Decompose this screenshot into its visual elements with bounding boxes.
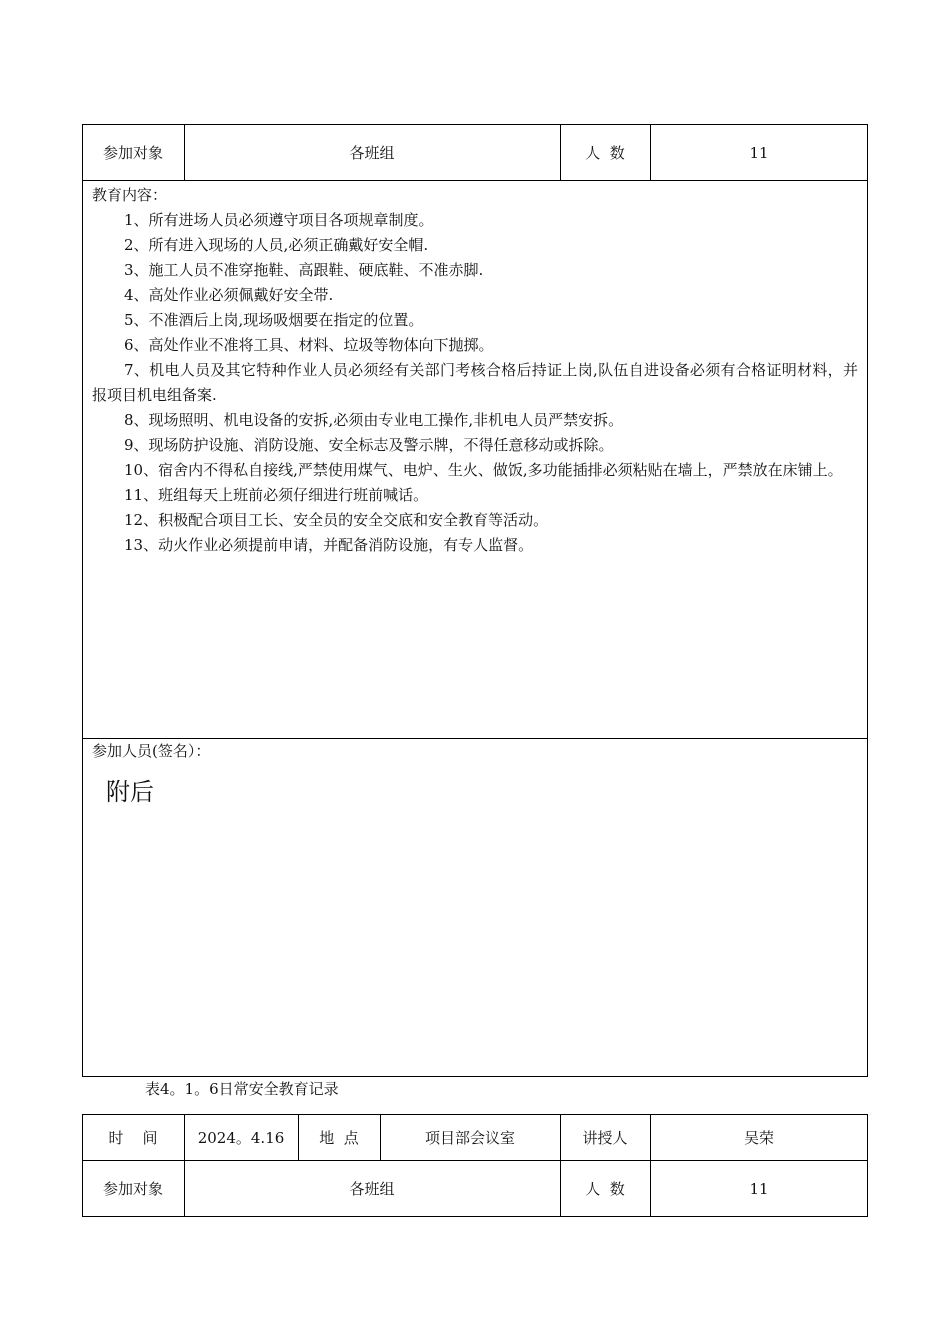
lecturer-label: 讲授人 bbox=[582, 1128, 628, 1147]
content-item: 6、高处作业不准将工具、材料、垃圾等物体向下抛掷。 bbox=[124, 336, 494, 354]
time-value: 2024。4.16 bbox=[197, 1128, 285, 1147]
education-content bbox=[92, 183, 858, 558]
content-item: 3、施工人员不准穿拖鞋、高跟鞋、硬底鞋、不准赤脚. bbox=[124, 261, 484, 279]
content-item: 7、机电人员及其它特种作业人员必须经有关部门考核合格后持证上岗,队伍自进设备必须有合格证明材料，并报项目机电组备案. bbox=[92, 361, 858, 404]
headcount-label: 人 数 bbox=[585, 1180, 625, 1198]
table-caption: 表4。1。6日常安全教育记录 bbox=[145, 1080, 339, 1098]
participants-label: 参加对象 bbox=[102, 144, 163, 162]
lecturer-value: 吴荣 bbox=[743, 1128, 774, 1147]
participants-value: 各班组 bbox=[349, 144, 395, 162]
place-label: 地 点 bbox=[319, 1128, 359, 1147]
participants-value: 各班组 bbox=[349, 1180, 395, 1198]
content-item: 1、所有进场人员必须遵守项目各项规章制度。 bbox=[124, 211, 434, 229]
participants-label: 参加对象 bbox=[102, 1180, 163, 1198]
place-value: 项目部会议室 bbox=[424, 1128, 515, 1147]
content-item: 2、所有进入现场的人员,必须正确戴好安全帽. bbox=[124, 236, 429, 254]
content-heading: 教育内容： bbox=[92, 186, 168, 204]
headcount-label: 人 数 bbox=[585, 144, 625, 162]
content-item: 8、现场照明、机电设备的安拆,必须由专业电工操作,非机电人员严禁安拆。 bbox=[124, 411, 624, 429]
signature-label: 参加人员(签名）： bbox=[92, 742, 211, 760]
content-item: 11、班组每天上班前必须仔细进行班前喊话。 bbox=[124, 486, 429, 504]
content-item: 13、动火作业必须提前申请，并配备消防设施，有专人监督。 bbox=[124, 536, 534, 554]
content-item: 9、现场防护设施、消防设施、安全标志及警示牌，不得任意移动或拆除。 bbox=[124, 436, 614, 454]
content-item: 10、宿舍内不得私自接线,严禁使用煤气、电炉、生火、做饭,多功能插排必须粘贴在墙上，严禁放在床铺上。 bbox=[124, 461, 843, 479]
content-item: 4、高处作业必须佩戴好安全带. bbox=[124, 286, 334, 304]
row-divider bbox=[82, 738, 868, 739]
content-item: 12、积极配合项目工长、安全员的安全交底和安全教育等活动。 bbox=[124, 511, 549, 529]
time-label: 时 间 bbox=[108, 1128, 158, 1147]
headcount-value: 11 bbox=[749, 143, 769, 162]
headcount-value: 11 bbox=[749, 1179, 769, 1198]
signature-value: 附后 bbox=[106, 778, 154, 806]
content-item: 5、不准酒后上岗,现场吸烟要在指定的位置。 bbox=[124, 311, 424, 329]
